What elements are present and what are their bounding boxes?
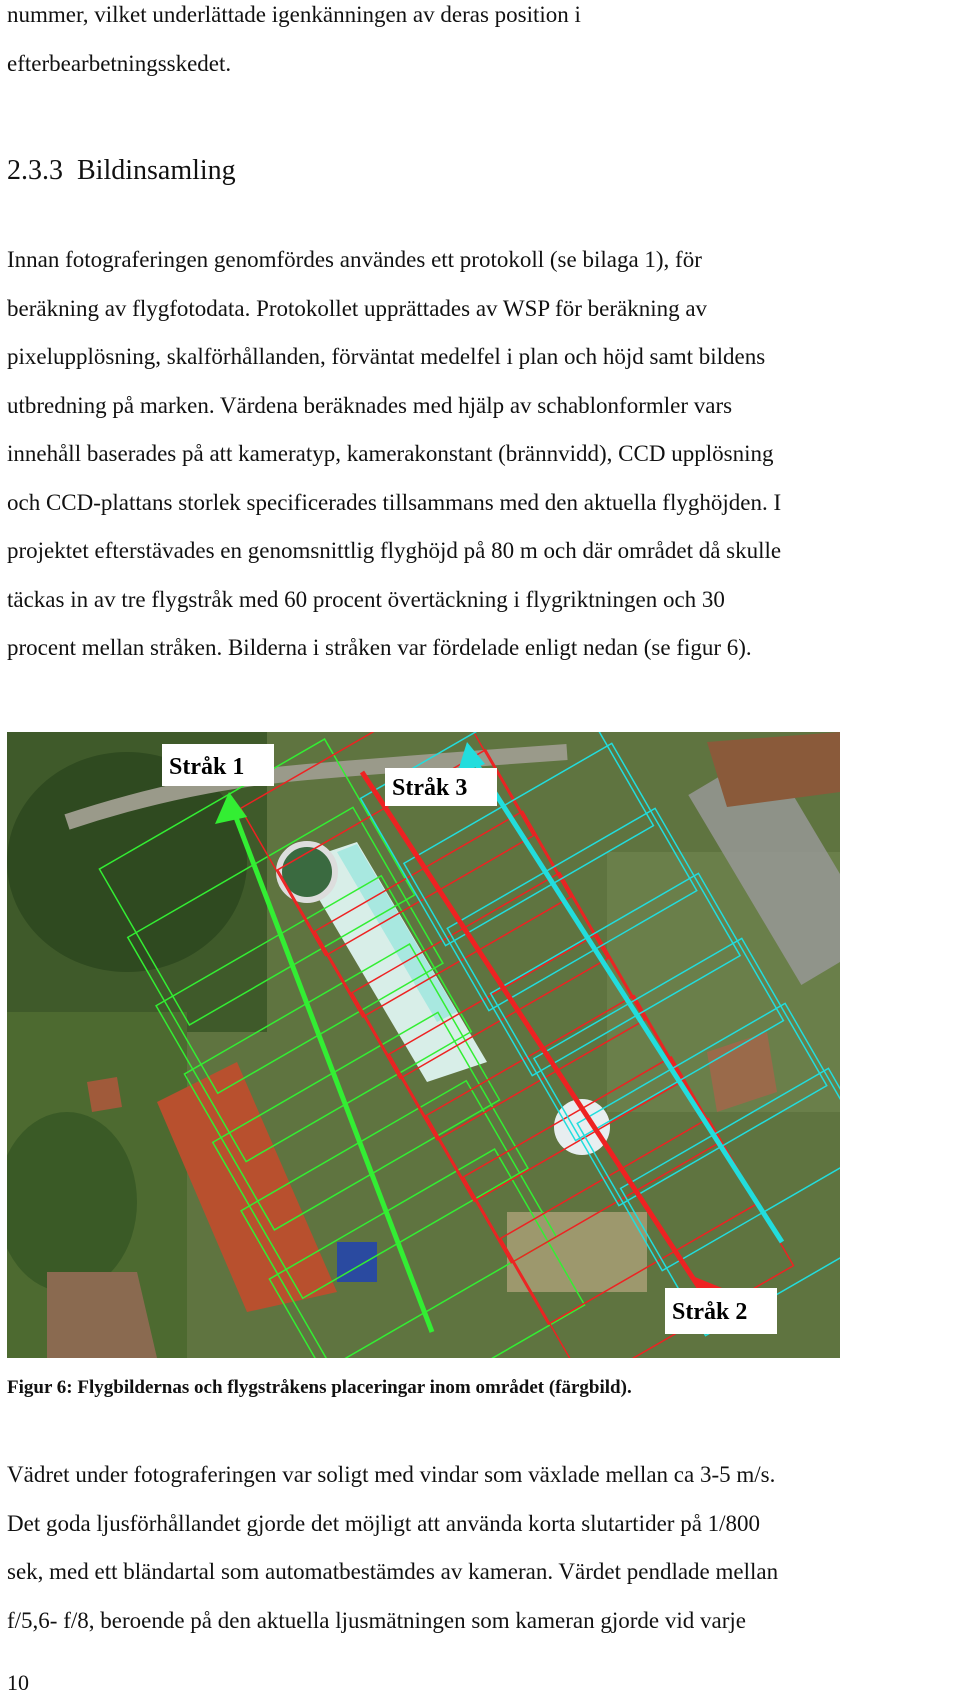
section-title: Bildinsamling xyxy=(77,155,236,186)
label-strak-1: Stråk 1 xyxy=(169,754,245,780)
text-line: täckas in av tre flygstråk med 60 procent övertäckning i flygriktningen och 30 xyxy=(7,586,725,612)
text-line: sek, med ett bländartal som automatbestämdes av kameran. Värdet pendlade mellan xyxy=(7,1559,779,1584)
text-line: Innan fotograferingen genomfördes användes ett protokoll (se bilaga 1), för xyxy=(7,247,702,272)
section-number: 2.3.3 xyxy=(7,155,63,186)
paragraph-weather xyxy=(7,1451,952,1645)
aerial-photo-drawing xyxy=(7,732,840,1358)
text-line: nummer, vilket underlättade igenkänningen av deras position i xyxy=(7,2,581,27)
text-line: efterbearbetningsskedet. xyxy=(7,50,232,76)
section-heading xyxy=(7,155,236,187)
paragraph-protocol xyxy=(7,236,952,673)
figure-aerial-photo xyxy=(7,732,840,1358)
text-line: utbredning på marken. Värdena beräknades med hjälp av schablonformler vars xyxy=(7,392,733,418)
text-line: pixelupplösning, skalförhållanden, förväntat medelfel i plan och höjd samt bildens xyxy=(7,344,766,369)
text-line: Vädret under fotograferingen var soligt med vindar som växlade mellan ca 3-5 m/s. xyxy=(7,1462,776,1487)
text-line: och CCD-plattans storlek specificerades tillsammans med den aktuella flyghöjden. I xyxy=(7,489,782,515)
label-strak-2: Stråk 2 xyxy=(672,1299,748,1325)
label-strak-3: Stråk 3 xyxy=(392,775,468,801)
text-line: f/5,6- f/8, beroende på den aktuella ljusmätningen som kameran gjorde vid varje xyxy=(7,1607,746,1633)
text-line: projektet efterstävades en genomsnittlig flyghöjd på 80 m och där området då skulle xyxy=(7,538,782,563)
figure-caption: Figur 6: Flygbildernas och flygstråkens placeringar inom området (färgbild). xyxy=(7,1377,632,1398)
text-line: beräkning av flygfotodata. Protokollet upprättades av WSP för beräkning av xyxy=(7,295,708,321)
text-line: procent mellan stråken. Bilderna i stråken var fördelade enligt nedan (se figur 6). xyxy=(7,635,752,660)
intro-paragraph xyxy=(7,0,952,88)
text-line: Det goda ljusförhållandet gjorde det möjligt att använda korta slutartider på 1/800 xyxy=(7,1510,761,1536)
page-number: 10 xyxy=(7,1670,29,1695)
text-line: innehåll baserades på att kameratyp, kamerakonstant (brännvidd), CCD upplösning xyxy=(7,441,774,466)
